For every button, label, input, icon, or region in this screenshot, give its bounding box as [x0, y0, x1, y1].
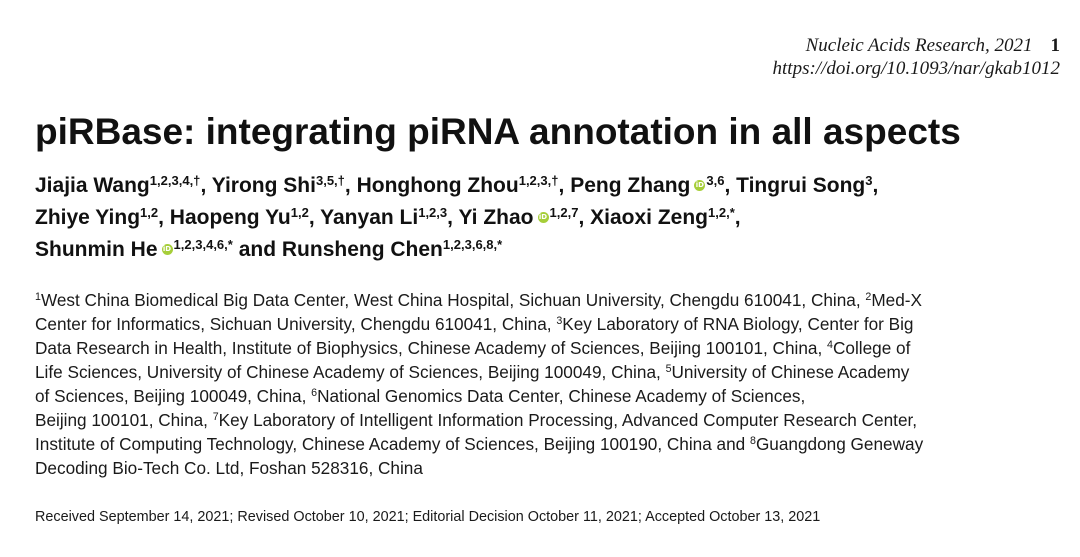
- affiliation-text: Beijing 100101, China,: [35, 410, 213, 430]
- affiliation-line: [35, 312, 1065, 336]
- author-affiliation-marks: 1,2,3,4,†: [149, 172, 201, 188]
- author-name: Peng Zhang: [570, 174, 691, 197]
- author-name: Jiajia Wang: [35, 174, 150, 197]
- doi-link[interactable]: https://doi.org/10.1093/nar/gkab1012: [772, 58, 1060, 79]
- author-separator: ,: [344, 174, 357, 197]
- affiliation-text: Decoding Bio-Tech Co. Ltd, Foshan 528316, China: [35, 458, 423, 478]
- author-separator: ,: [558, 174, 571, 197]
- affiliation-number: 5: [665, 363, 672, 376]
- author-list: [35, 170, 1055, 266]
- affiliation-line: [35, 456, 1065, 480]
- author: [35, 238, 233, 261]
- affiliation-text: University of Chinese Academy: [671, 362, 910, 382]
- author-separator: ,: [308, 206, 321, 229]
- affiliation-text: National Genomics Data Center, Chinese Academy of Sciences,: [317, 386, 806, 406]
- author-affiliation-marks: 1,2,3: [418, 204, 448, 220]
- author: [35, 174, 200, 197]
- author-separator: and: [232, 238, 282, 261]
- author-separator: ,: [158, 206, 170, 229]
- paper-title: piRBase: integrating piRNA annotation in all aspects: [35, 111, 961, 152]
- affiliation-text: Institute of Computing Technology, Chinese Academy of Sciences, Beijing 100190, China and: [35, 434, 750, 454]
- author-affiliation-marks: 3,5,†: [315, 172, 345, 188]
- author-separator: ,: [200, 174, 212, 197]
- affiliation-number: 4: [827, 339, 833, 352]
- author-affiliation-marks: 3,6: [706, 172, 725, 188]
- author-affiliation-marks: 1,2,3,6,8,*: [442, 236, 503, 252]
- journal-header: [773, 34, 1060, 80]
- affiliation-number: 8: [750, 435, 756, 448]
- affiliation-number: 1: [35, 291, 41, 304]
- affiliation-number: 6: [311, 387, 318, 400]
- author-name: Yirong Shi: [211, 174, 316, 197]
- author-name: Runsheng Chen: [281, 238, 443, 261]
- affiliation-number: 2: [865, 291, 872, 304]
- author-name: Haopeng Yu: [169, 206, 291, 229]
- author-affiliation-marks: 3: [865, 172, 873, 188]
- author: [212, 174, 345, 197]
- author-separator: ,: [578, 206, 591, 229]
- submission-dates: Received September 14, 2021; Revised October 10, 2021; Editorial Decision October 11, 2021; Accepted October 13, 2021: [35, 509, 821, 525]
- author: [357, 174, 559, 197]
- affiliations: [35, 288, 1065, 480]
- author: [570, 174, 724, 197]
- affiliation-text: West China Biomedical Big Data Center, West China Hospital, Sichuan University, Chengdu 610041, China,: [40, 290, 866, 310]
- author-name: Yi Zhao: [458, 206, 534, 229]
- author-separator: ,: [872, 174, 879, 197]
- author-name: Honghong Zhou: [356, 174, 519, 197]
- author-affiliation-marks: 1,2,*: [708, 204, 735, 220]
- author-affiliation-marks: 1,2: [140, 204, 159, 220]
- affiliation-line: [35, 384, 1065, 408]
- affiliation-text: College of: [832, 338, 911, 358]
- page-number: 1: [1050, 35, 1060, 56]
- author-name: Xiaoxi Zeng: [590, 206, 708, 229]
- author-affiliation-marks: 1,2,3,4,6,*: [173, 236, 233, 252]
- affiliation-text: Key Laboratory of Intelligent Information Processing, Advanced Computer Research Center,: [218, 410, 918, 430]
- affiliation-text: of Sciences, Beijing 100049, China,: [35, 386, 312, 406]
- affiliation-line: [35, 432, 1065, 456]
- affiliation-line: [35, 408, 1065, 432]
- affiliation-text: Med-X: [871, 290, 922, 310]
- orcid-icon[interactable]: iD: [162, 245, 172, 254]
- affiliation-text: Key Laboratory of RNA Biology, Center for Big: [562, 314, 914, 334]
- affiliation-line: [35, 360, 1065, 384]
- author: [320, 206, 447, 229]
- author: [590, 206, 735, 229]
- affiliation-text: Guangdong Geneway: [755, 434, 924, 454]
- affiliation-number: 7: [212, 411, 219, 424]
- author-name: Yanyan Li: [320, 206, 419, 229]
- author: [736, 174, 872, 197]
- orcid-icon[interactable]: iD: [538, 213, 548, 222]
- author-name: Zhiye Ying: [35, 206, 141, 229]
- journal-citation: Nucleic Acids Research, 2021: [805, 35, 1033, 56]
- author-separator: ,: [724, 174, 737, 197]
- journal-citation-line: [773, 34, 1060, 57]
- author-separator: ,: [734, 206, 741, 229]
- orcid-icon[interactable]: iD: [695, 181, 704, 190]
- author-affiliation-marks: 1,2,3,†: [518, 172, 559, 188]
- affiliation-text: Center for Informatics, Sichuan University, Chengdu 610041, China,: [35, 314, 557, 334]
- affiliation-text: Life Sciences, University of Chinese Academy of Sciences, Beijing 100049, China,: [35, 362, 666, 382]
- author-name: Tingrui Song: [736, 174, 866, 197]
- author: [282, 238, 502, 261]
- author-separator: ,: [447, 206, 459, 229]
- author-name: Shunmin He: [35, 238, 158, 261]
- affiliation-text: Data Research in Health, Institute of Biophysics, Chinese Academy of Sciences, Beijing 100101, China,: [35, 338, 828, 358]
- author: [458, 206, 578, 229]
- author: [35, 206, 158, 229]
- affiliation-number: 3: [556, 315, 563, 328]
- affiliation-line: [35, 288, 1065, 312]
- author-affiliation-marks: 1,2,7: [549, 204, 579, 220]
- author-affiliation-marks: 1,2: [290, 204, 309, 220]
- affiliation-line: [35, 336, 1065, 360]
- author: [170, 206, 309, 229]
